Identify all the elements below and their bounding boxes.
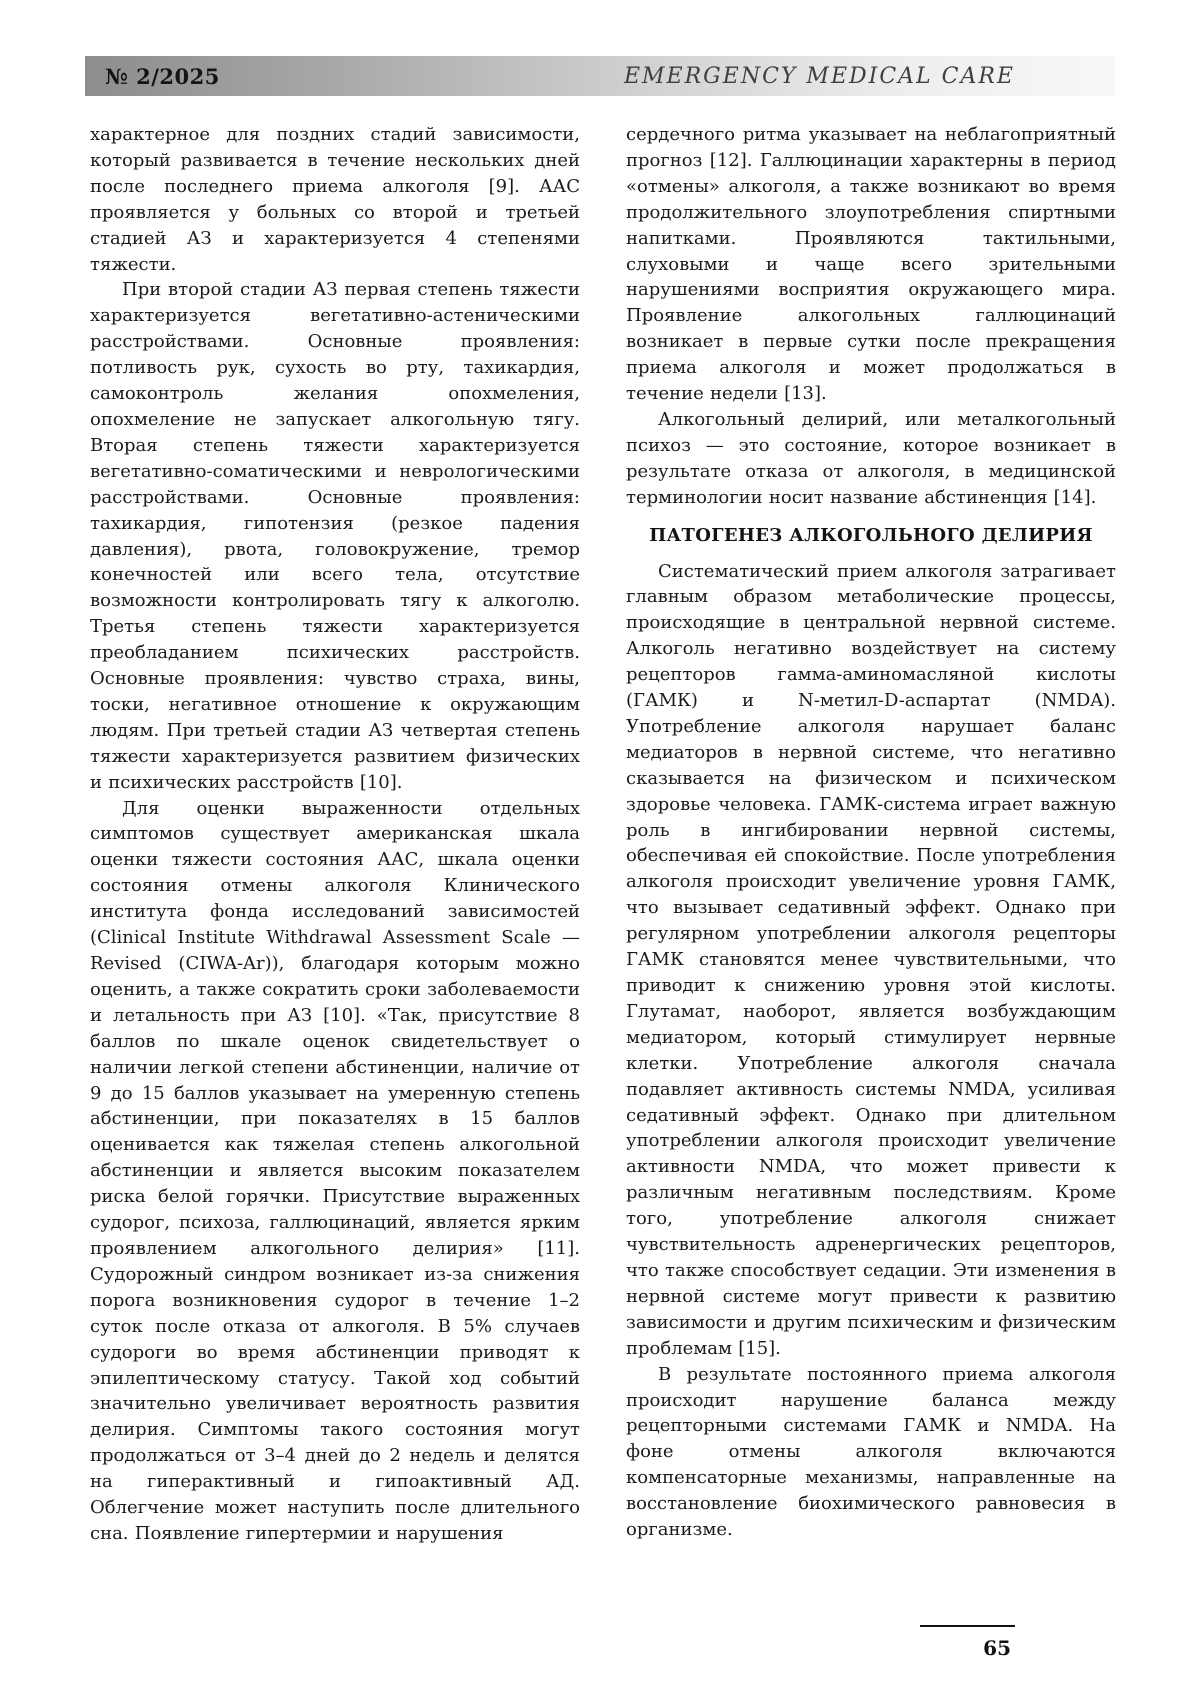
paragraph-continuation: характерное для поздних стадий зависимости, который развивается в течение нескольких дней после последнего приема алкоголя [9]. ААС проявляется у больных со второй и третьей стадией АЗ и характеризуется 4 степенями тяжести. (90, 124, 580, 275)
page-header (85, 56, 1115, 96)
paragraph-pathogenesis: Систематический прием алкоголя затрагивает главным образом метаболические процессы, происходящие в центральной нервной системе. Алкоголь негативно воздействует на систему рецепторов гамма-аминомасляной кислоты (ГАМК) и N-метил-D-аспартат (NMDA). Употребление алкоголя нарушает баланс медиаторов в нервной системе, что негативно сказывается на физическом и психическом здоровье человека. ГАМК-система играет важную роль в ингибировании нервной системы, обеспечивая ей спокойствие. После употребления алкоголя происходит увеличение уровня ГАМК, что вызывает седативный эффект. Однако при регулярном употреблении алкоголя рецепторы ГАМК становятся менее чувствительными, что приводит к снижению уровня этой кислоты. Глутамат, наоборот, является возбуждающим медиатором, который стимулирует нервные клетки. Употребление алкоголя сначала подавляет активность системы NMDA, усиливая седативный эффект. Однако при длительном употреблении алкоголя происходит увеличение активности NMDA, что может привести к различным негативным последствиям. Кроме того, употребление алкоголя снижает чувствительность адренергических рецепторов, что также способствует седации. Эти изменения в нервной системе могут привести к развитию зависимости и другим психическим и физическим проблемам [15]. (626, 560, 1116, 1359)
footer-rule (920, 1625, 1015, 1628)
right-column (626, 122, 1116, 1547)
article-body (90, 122, 1116, 1547)
paragraph-balance-disruption: В результате постоянного приема алкоголя происходит нарушение баланса между рецепторными системами ГАМК и NMDA. На фоне отмены алкоголя включаются компенсаторные механизмы, направленные на восстановление биохимического равновесия в организме. (626, 1363, 1116, 1541)
paragraph-hallucinations: сердечного ритма указывает на неблагоприятный прогноз [12]. Галлюцинации характерны в период «отмены» алкоголя, а также возникают во время продолжительного злоупотребления спиртными напитками. Проявляются тактильными, слуховыми и чаще всего зрительными нарушениями восприятия окружающего мира. Проявление алкогольных галлюцинаций возникает в первые сутки после прекращения приема алкоголя и может продолжаться в течение недели [13]. (626, 124, 1116, 405)
page-number: 65 (983, 1636, 1011, 1660)
left-column (90, 122, 580, 1547)
paragraph-severity-degrees: При второй стадии АЗ первая степень тяжести характеризуется вегетативно-астеническими расстройствами. Основные проявления: потливость рук, сухость во рту, тахикардия, самоконтроль желания опохмеления, опохмеление не запускает алкогольную тягу. Вторая степень тяжести характеризуется вегетативно-соматическими и неврологическими расстройствами. Основные проявления: тахикардия, гипотензия (резкое падения давления), рвота, головокружение, тремор конечностей или всего тела, отсутствие возможности контролировать тягу к алкоголю. Третья степень тяжести характеризуется преобладанием психических расстройств. Основные проявления: чувство страха, вины, тоски, негативное отношение к окружающим людям. При третьей стадии АЗ четвертая степень тяжести характеризуется развитием физических и психических расстройств [10]. (90, 279, 580, 793)
paragraph-delirium-definition: Алкогольный делирий, или металкогольный психоз — это состояние, которое возникает в результате отказа от алкоголя, в медицинской терминологии носит название абстиненция [14]. (626, 408, 1116, 508)
section-heading-pathogenesis: ПАТОГЕНЕЗ АЛКОГОЛЬНОГО ДЕЛИРИЯ (649, 524, 1093, 546)
page-footer (920, 1625, 1015, 1661)
issue-number: № 2/2025 (105, 63, 220, 89)
paragraph-ciwa-scale: Для оценки выраженности отдельных симптомов существует американская шкала оценки тяжести состояния ААС, шкала оценки состояния отмены алкоголя Клинического института фонда исследований зависимостей (Clinical Institute Withdrawal Assessment Scale — Revised (CIWA-Ar)), благодаря которым можно оценить, а также сократить сроки заболеваемости и летальность при АЗ [10]. «Так, присутствие 8 баллов по шкале оценок свидетельствует о наличии легкой степени абстиненции, наличие от 9 до 15 баллов указывает на умеренную степень абстиненции, при показателях в 15 баллов оценивается как тяжелая степень алкогольной абстиненции и является высоким показателем риска белой горячки. Присутствие выраженных судорог, психоза, галлюцинаций, является ярким проявлением алкогольного делирия» [11]. Судорожный синдром возникает из-за снижения порога возникновения судорог в течение 1–2 суток после отказа от алкоголя. В 5% случаев судороги во время абстиненции приводят к эпилептическому статусу. Такой ход событий значительно увеличивает вероятность развития делирия. Симптомы такого состояния могут продолжаться от 3–4 дней до 2 недель и делятся на гиперактивный и гипоактивный АД. Облегчение может наступить после длительного сна. Появление гипертермии и нарушения (90, 797, 580, 1544)
journal-title: EMERGENCY MEDICAL CARE (623, 63, 1015, 89)
